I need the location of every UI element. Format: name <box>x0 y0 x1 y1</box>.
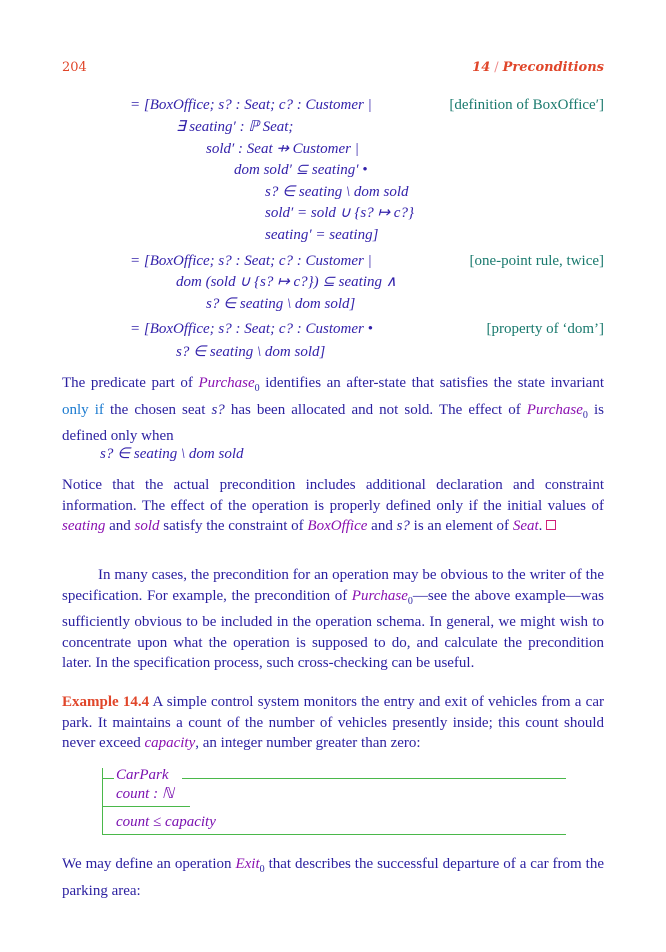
schema-predicate: count ≤ capacity <box>116 814 216 830</box>
derivation-line-1: = [BoxOffice; s? : Seat; c? : Customer | <box>130 97 372 113</box>
chapter-title: Preconditions <box>502 60 604 75</box>
schema-top-tick <box>102 778 114 779</box>
derivation-line-3: sold′ : Seat ⇸ Customer | <box>206 141 359 157</box>
derivation-line-2: ∃ seating′ : ℙ Seat; <box>176 119 294 135</box>
paragraph-4: We may define an operation Exit$_0$ that describes the successful departure of a car from the parking area: <box>62 856 604 899</box>
example-paragraph: Example 14.4 A simple control system monitors the entry and exit of vehicles from a car park. It maintains a count of the number of vehicles presently inside; this count should never exceed capacity, an integer number greater than zero: <box>62 694 604 751</box>
derivation-justification-3: [property of ‘dom’] <box>486 321 604 337</box>
chapter-number: 14 <box>472 60 491 75</box>
derivation-line-5: s? ∈ seating \ dom sold <box>265 184 409 200</box>
derivation-line-4: dom sold′ ⊆ seating′ • <box>234 162 368 178</box>
paragraph-3: In many cases, the precondition for an operation may be obvious to the writer of the specification. For example, the precondition of Purchase$_0$—see the above example—was sufficiently obvious to be included in the operation schema. In general, we might wish to concentrate upon what the operation is supposed to do, and calculate the precondition later. In the specification process, such cross-checking can be useful. <box>62 567 604 671</box>
schema-bottom-rule <box>102 834 566 835</box>
schema-name: CarPark <box>116 767 169 783</box>
derivation-justification-2: [one-point rule, twice] <box>469 253 604 269</box>
derivation-line-11: = [BoxOffice; s? : Seat; c? : Customer • <box>130 321 373 337</box>
derivation-line-6: sold′ = sold ∪ {s? ↦ c?} <box>265 205 414 221</box>
display-formula: s? ∈ seating \ dom sold <box>100 446 244 462</box>
derivation-line-10: s? ∈ seating \ dom sold] <box>206 296 356 312</box>
schema-declaration: count : ℕ <box>116 786 174 802</box>
schema-top-rule <box>182 778 566 779</box>
derivation-line-9: dom (sold ∪ {s? ↦ c?}) ⊆ seating ∧ <box>176 274 397 290</box>
derivation-line-12: s? ∈ seating \ dom sold] <box>176 344 326 360</box>
derivation-justification-1: [definition of BoxOffice′] <box>449 97 604 113</box>
page-number: 204 <box>62 60 87 75</box>
paragraph-1: The predicate part of Purchase$_0$ identifies an after-state that satisfies the state invariant only if the chosen seat s? has been allocated and not sold. The effect of Purchase$_0$ is defined only when <box>62 375 604 444</box>
derivation-line-7: seating′ = seating] <box>265 227 379 243</box>
example-label: Example 14.4 <box>62 694 150 710</box>
paragraph-2: Notice that the actual precondition includes additional declaration and constraint information. The effect of the operation is properly defined only if the initial values of seating and sold satisfy the constraint of BoxOffice and s? is an element of Seat. <box>62 477 604 534</box>
qed-box-icon <box>546 520 556 530</box>
derivation-line-8: = [BoxOffice; s? : Seat; c? : Customer | <box>130 253 372 269</box>
running-header <box>472 60 604 75</box>
schema-divider <box>102 806 190 807</box>
header-separator: / <box>494 60 499 75</box>
